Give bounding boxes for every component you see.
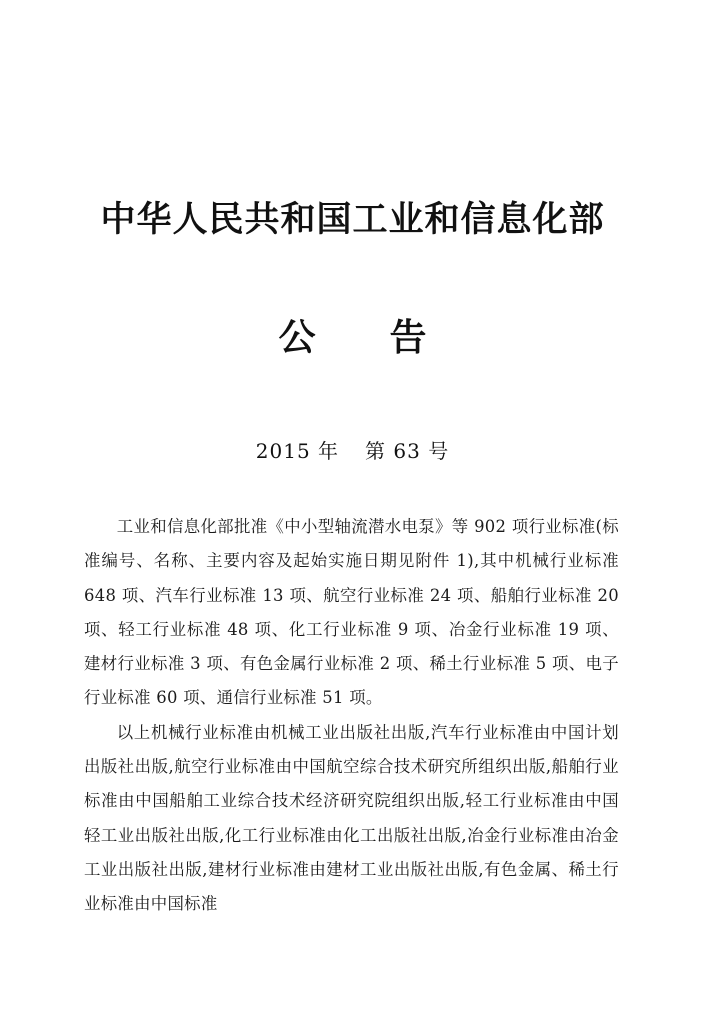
document-number [0,436,705,466]
doc-type-char-2: 告 [389,316,427,359]
document-year: 2015 年 [255,439,340,463]
issuer-title: 中华人民共和国工业和信息化部 [100,200,605,240]
body-paragraph-2: 以上机械行业标准由机械工业出版社出版,汽车行业标准由中国计划出版社出版,航空行业标准由中国航空综合技术研究所组织出版,船舶行业标准由中国船舶工业综合技术经济研究院组织出版,轻工行业标准由中国轻工业出版社出版,化工行业标准由化工出版社出版,冶金行业标准由冶金工业出版社出版,建材行业标准由建材工业出版社出版,有色金属、稀土行业标准由中国标准 [84,722,619,914]
document-type-heading [0,313,705,363]
document-issue: 第 63 号 [365,439,450,463]
announcement-body [84,510,619,922]
doc-type-char-1: 公 [278,316,316,359]
body-paragraph-1: 工业和信息化部批准《中小型轴流潜水电泵》等 902 项行业标准(标准编号、名称、主要内容及起始实施日期见附件 1),其中机械行业标准 648 项、汽车行业标准 13 项、航空行业标准 24 项、船舶行业标准 20 项、轻工行业标准 48 项、化工行业标准 9 项、冶金行业标准 19 项、建材行业标准 3 项、有色金属行业标准 2 项、稀土行业标准 5 项、电子行业标准 60 项、通信行业标准 51 项。 [84,517,619,708]
